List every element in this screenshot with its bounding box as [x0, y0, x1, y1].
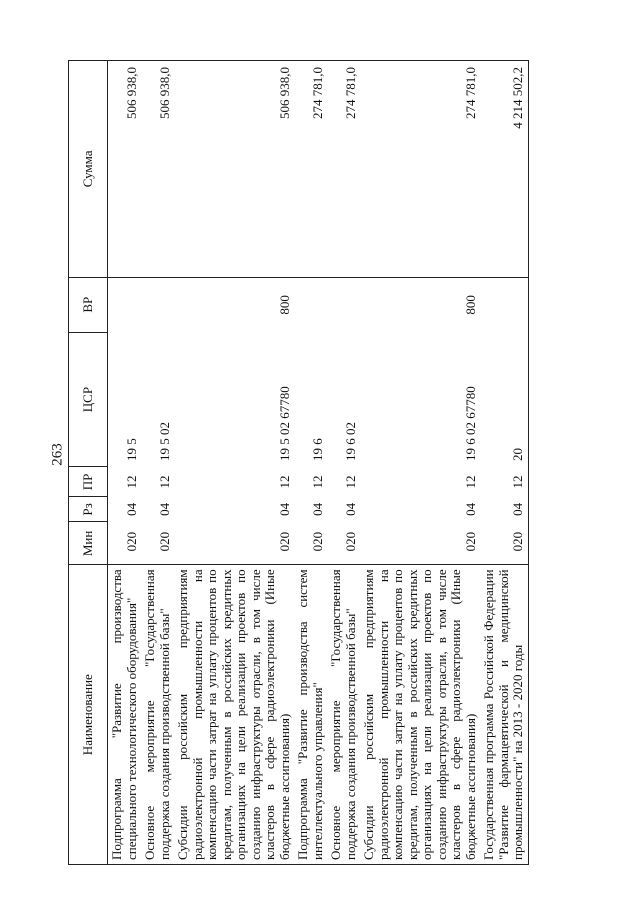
table-row — [108, 61, 142, 865]
row-rz: 04 — [123, 502, 139, 516]
table-row — [480, 61, 528, 865]
row-sum: 506 938,0 — [108, 61, 142, 278]
row-min: 020 — [360, 522, 480, 565]
row-name: Основное мероприятие "Государственная поддержка создания производственной базы" — [141, 565, 174, 865]
row-rz: 04 — [462, 502, 478, 516]
table-header — [69, 61, 108, 865]
row-min: 020 — [327, 522, 360, 565]
row-csr: 19 6 — [309, 438, 325, 461]
row-name: Основное мероприятие "Государственная поддержка создания производственной базы" — [327, 565, 360, 865]
row-rz: 04 — [156, 502, 172, 516]
header-sum: Сумма — [69, 61, 108, 278]
row-vr — [108, 277, 142, 332]
row-vr: 800 — [462, 295, 478, 315]
row-csr: 19 6 02 67780 — [462, 386, 478, 461]
row-name: Субсидии российским предприятиям радиоэлектронной промышленности на компенсацию части затрат на уплату процентов по кредитам, полученным в российских кредитных организациях на цели реализации проектов по созданию инфраструктуры отрасли, в том числе кластеров в сфере радиоэлектроники (Иные бюджетные ассигнования) — [174, 565, 294, 865]
row-min: 020 — [480, 522, 528, 565]
table-row — [360, 61, 480, 865]
row-sum: 506 938,0 — [174, 61, 294, 278]
row-min: 020 — [108, 522, 142, 565]
row-csr: 19 5 02 67780 — [276, 386, 292, 461]
row-sum: 506 938,0 — [141, 61, 174, 278]
row-rz: 04 — [342, 502, 358, 516]
row-sum: 274 781,0 — [294, 61, 327, 278]
row-sum: 274 781,0 — [360, 61, 480, 278]
row-name: Субсидии российским предприятиям радиоэлектронной промышленности на компенсацию части затрат на уплату процентов по кредитам, полученным в российских кредитных организациях на цели реализации проектов по созданию инфраструктуры отрасли, в том числе кластеров в сфере радиоэлектроники (Иные бюджетные ассигнования) — [360, 565, 480, 865]
row-csr: 19 6 02 — [342, 421, 358, 461]
row-rz: 04 — [480, 497, 528, 522]
row-min: 020 — [141, 522, 174, 565]
header-vr: ВР — [69, 277, 108, 332]
row-pr: 12 — [342, 475, 358, 489]
row-sum: 4 214 502,2 — [480, 61, 528, 278]
header-pr: ПР — [69, 467, 108, 497]
row-vr — [141, 277, 174, 332]
row-pr: 12 — [156, 475, 172, 489]
row-rz: 04 — [276, 502, 292, 516]
page-number: 263 — [49, 443, 66, 466]
budget-table-rotated — [68, 60, 580, 865]
row-pr: 12 — [462, 475, 478, 489]
row-pr: 12 — [309, 475, 325, 489]
table-body — [108, 61, 529, 865]
row-name: Государственная программа Российской Федерации "Развитие фармацевтической и медицинской промышленности" на 2013 - 2020 годы — [480, 565, 528, 865]
row-csr: 20 — [480, 332, 528, 467]
header-csr: ЦСР — [69, 332, 108, 467]
row-sum: 274 781,0 — [327, 61, 360, 278]
row-min: 020 — [294, 522, 327, 565]
row-name: Подпрограмма "Развитие производства систем интеллектуального управления" — [294, 565, 327, 865]
row-rz: 04 — [309, 502, 325, 516]
row-pr: 12 — [480, 467, 528, 497]
row-pr: 12 — [276, 475, 292, 489]
row-min: 020 — [174, 522, 294, 565]
row-vr — [480, 277, 528, 332]
row-vr — [294, 277, 327, 332]
table-row — [141, 61, 174, 865]
row-name: Подпрограмма "Развитие производства специального технологического оборудования" — [108, 565, 142, 865]
table-row — [174, 61, 294, 865]
row-vr — [327, 277, 360, 332]
row-pr: 12 — [123, 475, 139, 489]
table-row — [327, 61, 360, 865]
table-row — [294, 61, 327, 865]
row-csr: 19 5 02 — [156, 421, 172, 461]
header-name: Наименование — [69, 565, 108, 865]
row-vr: 800 — [276, 295, 292, 315]
row-csr: 19 5 — [123, 438, 139, 461]
header-rz: Рз — [69, 497, 108, 522]
header-min: Мин — [69, 522, 108, 565]
budget-table — [68, 60, 529, 865]
